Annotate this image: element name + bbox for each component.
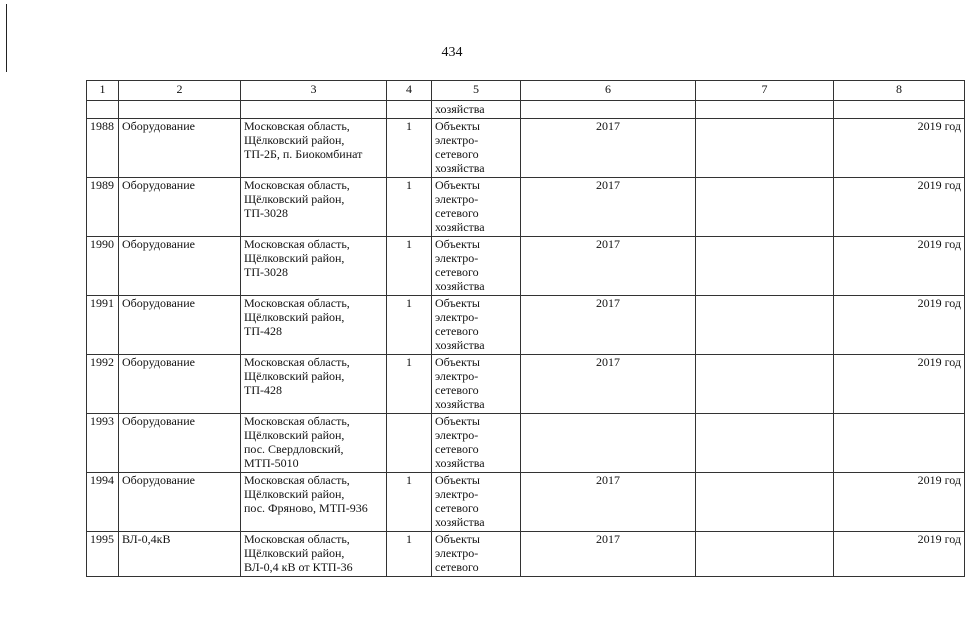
cell-line: МТП-5010	[244, 456, 299, 470]
cell-column-7	[696, 296, 834, 355]
cell-line: пос. Фряново, МТП-936	[244, 501, 368, 515]
cell-number: 1991	[87, 296, 119, 355]
cell-number: 1988	[87, 119, 119, 178]
registry-table	[86, 80, 965, 577]
cell-line: сетевого	[435, 206, 479, 220]
cell-address	[241, 296, 387, 355]
cell-date: 2019 год	[834, 119, 965, 178]
cell-line: ТП-3028	[244, 265, 288, 279]
scan-edge-mark	[6, 4, 7, 72]
cell-year: 2017	[521, 237, 696, 296]
cell-date: 2019 год	[834, 532, 965, 577]
cell-name: ВЛ-0,4кВ	[119, 532, 241, 577]
cell-line: Московская область,	[244, 178, 350, 192]
column-header: 6	[521, 81, 696, 101]
cell-year: 2017	[521, 473, 696, 532]
cell-quantity: 1	[387, 355, 432, 414]
column-number-row	[87, 81, 965, 101]
cell-line: хозяйства	[435, 456, 485, 470]
column-header: 4	[387, 81, 432, 101]
cell-object-type	[432, 414, 521, 473]
cell-quantity: 1	[387, 178, 432, 237]
table-row	[87, 355, 965, 414]
cell-address	[241, 355, 387, 414]
cell-year: 2017	[521, 532, 696, 577]
table-row	[87, 414, 965, 473]
cell-line: ТП-428	[244, 383, 282, 397]
cell-number: 1989	[87, 178, 119, 237]
cell-line: Щёлковский район,	[244, 192, 345, 206]
cell-line: Московская область,	[244, 532, 350, 546]
cell-line: Объекты	[435, 119, 480, 133]
cell-line: Московская область,	[244, 355, 350, 369]
cell-line: электро-	[435, 369, 479, 383]
cell-date: 2019 год	[834, 355, 965, 414]
cell-number: 1994	[87, 473, 119, 532]
cell-quantity: 1	[387, 473, 432, 532]
cell-date: 2019 год	[834, 237, 965, 296]
column-header: 8	[834, 81, 965, 101]
cell-address	[241, 473, 387, 532]
cell-line: ТП-3028	[244, 206, 288, 220]
cell-line: Объекты	[435, 532, 480, 546]
cell-line: сетевого	[435, 265, 479, 279]
cell-object-type	[432, 355, 521, 414]
cell-line: ТП-428	[244, 324, 282, 338]
cell-line: ВЛ-0,4 кВ от КТП-36	[244, 560, 353, 574]
cell-line: Объекты	[435, 237, 480, 251]
cell-line: электро-	[435, 546, 479, 560]
cell-date: 2019 год	[834, 178, 965, 237]
cell-address	[241, 178, 387, 237]
column-header: 7	[696, 81, 834, 101]
column-header: 3	[241, 81, 387, 101]
table-row	[87, 473, 965, 532]
cell-name: Оборудование	[119, 237, 241, 296]
cell-line: Щёлковский район,	[244, 369, 345, 383]
cell-year	[521, 414, 696, 473]
cell-year	[521, 101, 696, 119]
cell-object-type	[432, 237, 521, 296]
cell-line: Щёлковский район,	[244, 546, 345, 560]
cell-line: сетевого	[435, 560, 479, 574]
cell-line: хозяйства	[435, 515, 485, 529]
cell-name: Оборудование	[119, 296, 241, 355]
cell-column-7	[696, 355, 834, 414]
table-row	[87, 296, 965, 355]
cell-line: электро-	[435, 310, 479, 324]
cell-line: сетевого	[435, 442, 479, 456]
cell-line: ТП-2Б, п. Биокомбинат	[244, 147, 363, 161]
cell-line: хозяйства	[435, 220, 485, 234]
cell-name: Оборудование	[119, 473, 241, 532]
cell-object-type	[432, 532, 521, 577]
cell-name: Оборудование	[119, 178, 241, 237]
cell-address	[241, 101, 387, 119]
cell-name	[119, 101, 241, 119]
cell-address	[241, 237, 387, 296]
cell-line: Объекты	[435, 414, 480, 428]
column-header: 5	[432, 81, 521, 101]
cell-number: 1992	[87, 355, 119, 414]
table-row	[87, 237, 965, 296]
cell-line: хозяйства	[435, 397, 485, 411]
table-row	[87, 532, 965, 577]
cell-quantity: 1	[387, 119, 432, 178]
cell-date	[834, 101, 965, 119]
cell-year: 2017	[521, 119, 696, 178]
cell-column-7	[696, 119, 834, 178]
cell-line: сетевого	[435, 147, 479, 161]
cell-number: 1995	[87, 532, 119, 577]
page-number: 434	[441, 45, 463, 60]
cell-quantity: 1	[387, 237, 432, 296]
cell-line: Щёлковский район,	[244, 310, 345, 324]
cell-line: Щёлковский район,	[244, 133, 345, 147]
table-row	[87, 178, 965, 237]
cell-line: электро-	[435, 428, 479, 442]
cell-line: Щёлковский район,	[244, 487, 345, 501]
cell-object-type	[432, 119, 521, 178]
cell-line: Московская область,	[244, 119, 350, 133]
cell-line: хозяйства	[435, 102, 485, 116]
cell-date: 2019 год	[834, 296, 965, 355]
table-row	[87, 119, 965, 178]
cell-object-type	[432, 296, 521, 355]
cell-date: 2019 год	[834, 473, 965, 532]
cell-date	[834, 414, 965, 473]
cell-name: Оборудование	[119, 119, 241, 178]
cell-object-type	[432, 101, 521, 119]
cell-line: электро-	[435, 192, 479, 206]
cell-number: 1993	[87, 414, 119, 473]
cell-line: Московская область,	[244, 473, 350, 487]
cell-line: Московская область,	[244, 414, 350, 428]
cell-year: 2017	[521, 296, 696, 355]
continuation-row	[87, 101, 965, 119]
cell-line: хозяйства	[435, 338, 485, 352]
cell-line: Объекты	[435, 355, 480, 369]
column-header: 1	[87, 81, 119, 101]
cell-line: сетевого	[435, 501, 479, 515]
cell-year: 2017	[521, 355, 696, 414]
cell-object-type	[432, 473, 521, 532]
cell-line: сетевого	[435, 383, 479, 397]
cell-column-7	[696, 178, 834, 237]
cell-number	[87, 101, 119, 119]
cell-line: электро-	[435, 487, 479, 501]
cell-line: сетевого	[435, 324, 479, 338]
cell-quantity	[387, 414, 432, 473]
cell-year: 2017	[521, 178, 696, 237]
cell-address	[241, 119, 387, 178]
cell-quantity	[387, 101, 432, 119]
cell-name: Оборудование	[119, 414, 241, 473]
cell-line: пос. Свердловский,	[244, 442, 344, 456]
column-header: 2	[119, 81, 241, 101]
cell-line: Московская область,	[244, 296, 350, 310]
cell-line: Щёлковский район,	[244, 428, 345, 442]
cell-column-7	[696, 473, 834, 532]
cell-object-type	[432, 178, 521, 237]
cell-line: Московская область,	[244, 237, 350, 251]
cell-line: электро-	[435, 133, 479, 147]
cell-line: Объекты	[435, 473, 480, 487]
cell-line: хозяйства	[435, 279, 485, 293]
cell-column-7	[696, 532, 834, 577]
cell-line: Объекты	[435, 296, 480, 310]
cell-column-7	[696, 237, 834, 296]
cell-address	[241, 532, 387, 577]
cell-line: хозяйства	[435, 161, 485, 175]
cell-address	[241, 414, 387, 473]
cell-quantity: 1	[387, 532, 432, 577]
cell-quantity: 1	[387, 296, 432, 355]
cell-number: 1990	[87, 237, 119, 296]
cell-column-7	[696, 414, 834, 473]
cell-line: Щёлковский район,	[244, 251, 345, 265]
cell-column-7	[696, 101, 834, 119]
cell-name: Оборудование	[119, 355, 241, 414]
cell-line: электро-	[435, 251, 479, 265]
cell-line: Объекты	[435, 178, 480, 192]
